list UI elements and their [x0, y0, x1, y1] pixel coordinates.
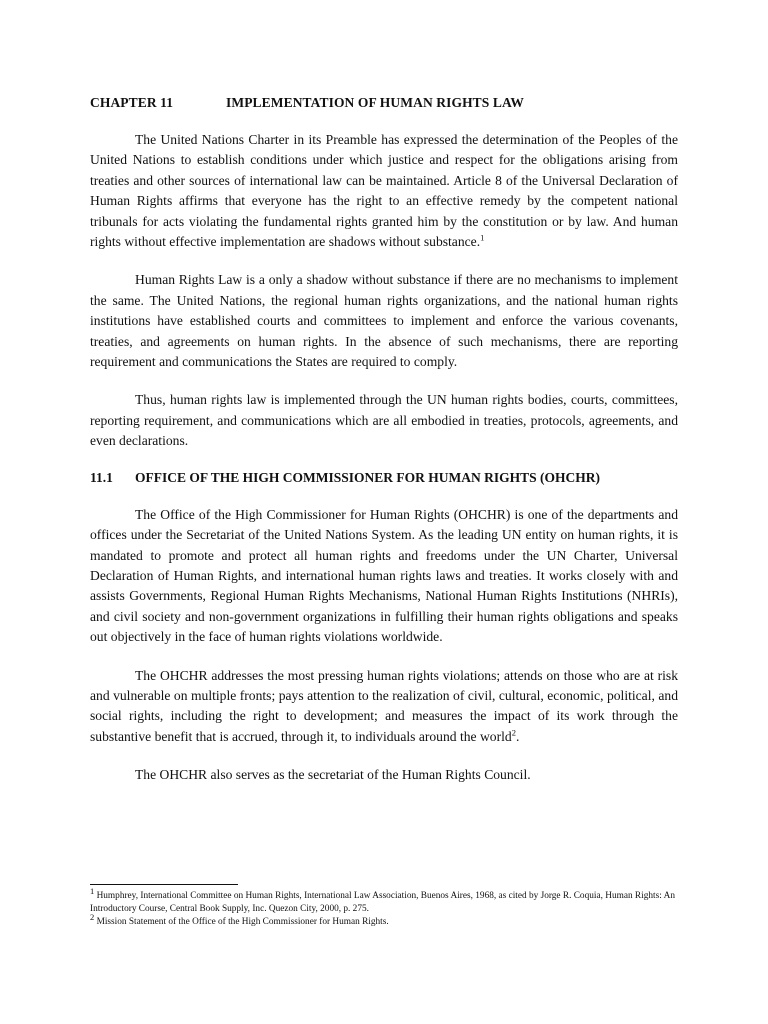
footnote-1: [90, 885, 678, 916]
intro-paragraph-2: [90, 270, 678, 372]
chapter-heading: [90, 95, 678, 111]
intro-paragraph-3: [90, 390, 678, 451]
footnote-2: [90, 911, 678, 929]
footnote-ref-1[interactable]: 1: [480, 232, 485, 243]
section-paragraph-1: [90, 505, 678, 648]
section-paragraph-3: [90, 765, 678, 785]
footnote-divider: [90, 884, 238, 885]
section-paragraph-2: [90, 666, 678, 748]
footnote-text: Mission Statement of the Office of the High Commissioner for Human Rights.: [94, 917, 389, 927]
section-number: 11.1: [90, 469, 113, 485]
footnote-ref-2[interactable]: 2: [511, 727, 516, 738]
footnotes: [90, 885, 678, 929]
paragraph-text: The Office of the High Commissioner for Human Rights (OHCHR) is one of the departments and offices under the Secretariat of the United Nations System. As the leading UN entity on human rights, it is mandated to promote and protect all human rights and freedoms under the UN Charter, Universal Declaration of Human Rights, and international human rights laws and treaties. It works closely with and assists Governments, Regional Human Rights Mechanisms, National Human Rights Institutions (NHRIs), and civil society and non-government organizations in fulfilling their human rights obligations and speaks out objectively in the face of human rights violations worldwide.: [90, 506, 678, 645]
paragraph-text: Human Rights Law is a only a shadow without substance if there are no mechanisms to implement the same. The United Nations, the regional human rights organizations, and the national human rights institutions have established courts and committees to implement and enforce the various covenants, treaties, and agreements on human rights. In the absence of such mechanisms, there are reporting requirement and communications the States are required to comply.: [90, 272, 678, 370]
paragraph-text: The OHCHR also serves as the secretariat of the Human Rights Council.: [135, 767, 531, 783]
intro-paragraph-1: [90, 130, 678, 252]
paragraph-suffix: .: [515, 728, 520, 744]
chapter-number: CHAPTER 11: [90, 95, 174, 110]
document-page: [90, 95, 678, 804]
chapter-title: IMPLEMENTATION OF HUMAN RIGHTS LAW: [226, 95, 524, 110]
paragraph-text: The OHCHR addresses the most pressing human rights violations; attends on those who are at risk and vulnerable on multiple fronts; pays attention to the realization of civil, cultural, economic, political, and social rights, including the right to development; and measures the impact of its work through the substantive benefit that is accrued, through it, to individuals around the world: [90, 667, 678, 744]
paragraph-text: The United Nations Charter in its Preamble has expressed the determination of the Peoples of the United Nations to establish conditions under which justice and respect for the obligations arising from treaties and other sources of international law can be maintained. Article 8 of the Universal Declaration of Human Rights affirms that everyone has the right to an effective remedy by the competent national tribunals for acts violating the fundamental rights granted him by the constitution or by law. And human rights without effective implementation are shadows without substance.: [90, 132, 678, 250]
paragraph-text: Thus, human rights law is implemented through the UN human rights bodies, courts, committees, reporting requirement, and communications which are all embodied in treaties, protocols, agreements, and even declarations.: [90, 392, 678, 449]
section-title: OFFICE OF THE HIGH COMMISSIONER FOR HUMAN RIGHTS (OHCHR): [135, 469, 601, 485]
section-heading: [90, 470, 678, 486]
footnote-text: Humphrey, International Committee on Human Rights, International Law Association, Buenos Aires, 1968, as cited by Jorge R. Coquia, Human Rights: An Introductory Course, Central Book Supply, Inc. Quezon City, 2000, p. 275.: [90, 891, 675, 914]
footnote-marker: 2: [90, 911, 95, 922]
footnote-marker: 1: [90, 885, 95, 896]
